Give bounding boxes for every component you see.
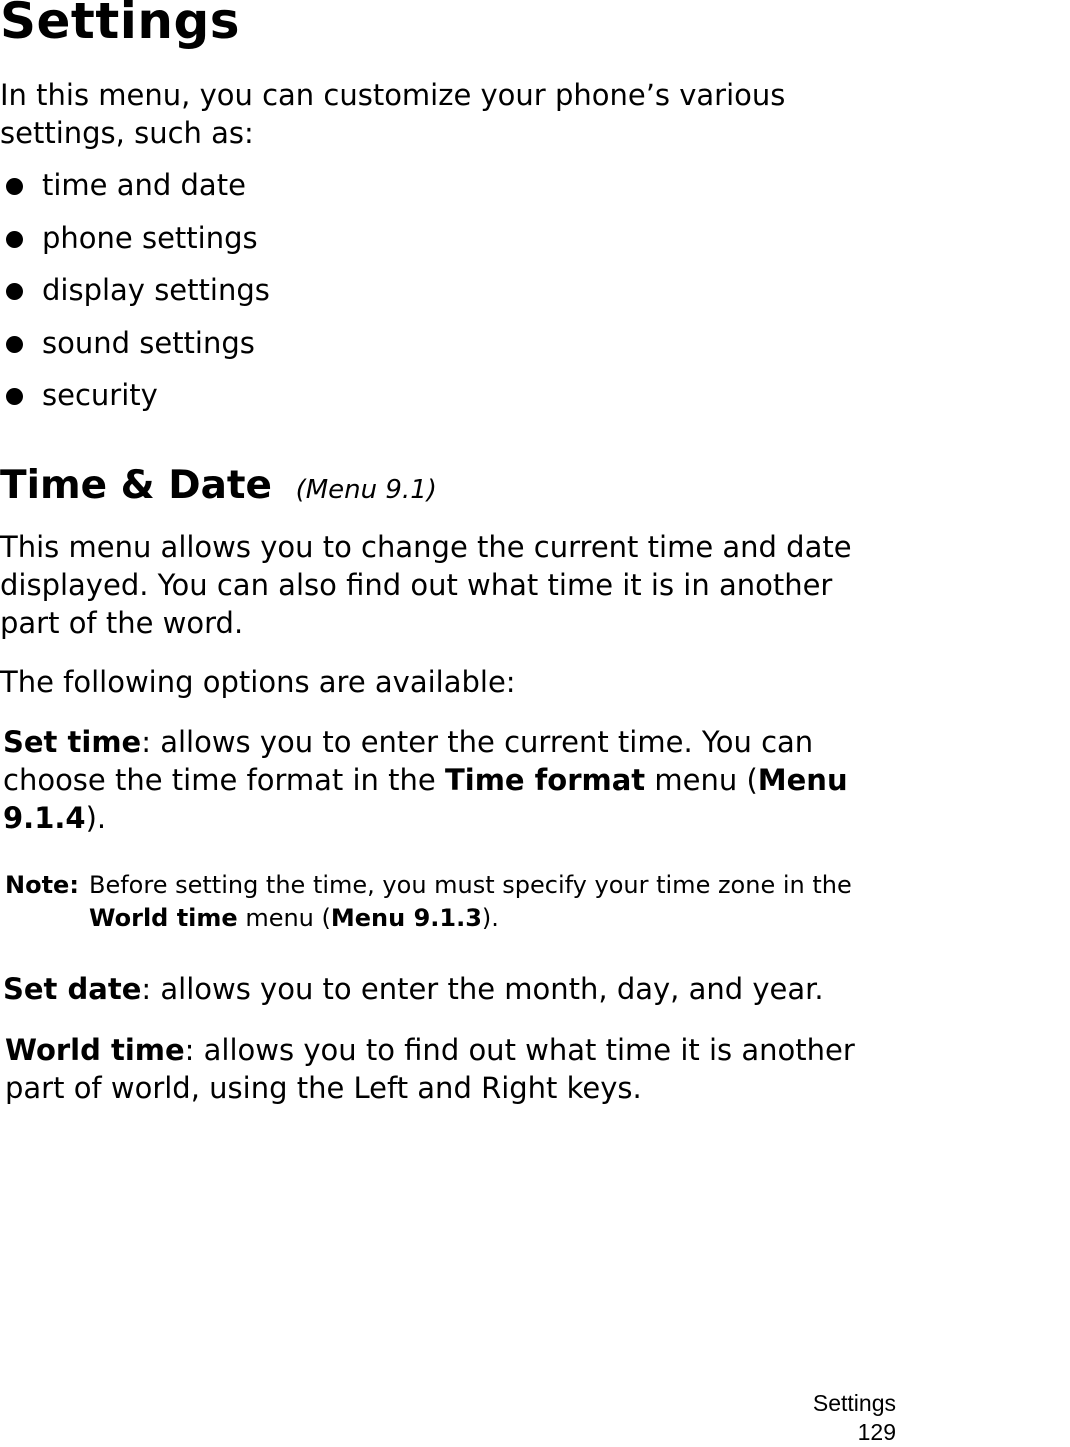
time-format-term: Time format bbox=[444, 763, 646, 797]
bullet-icon bbox=[6, 283, 23, 300]
settings-bullet-list bbox=[0, 166, 270, 429]
note-menu-reference: Menu 9.1.3 bbox=[330, 904, 482, 932]
set-date-text: : allows you to enter the month, day, and year. bbox=[141, 972, 824, 1006]
page-footer bbox=[813, 1389, 896, 1447]
list-item-label: display settings bbox=[42, 273, 270, 308]
set-time-text-c: ). bbox=[85, 801, 107, 835]
set-date-paragraph bbox=[3, 970, 903, 1008]
section-title: Time & Date bbox=[0, 463, 273, 508]
note-box bbox=[5, 869, 905, 935]
section-heading bbox=[0, 463, 437, 508]
section-description: This menu allows you to change the current time and date displayed. You can also find out what time it is in another part of the word. bbox=[0, 530, 852, 640]
list-item-label: security bbox=[42, 378, 158, 413]
note-line-2 bbox=[5, 902, 905, 935]
list-item bbox=[0, 166, 270, 219]
list-item bbox=[0, 324, 270, 377]
world-time-text: : allows you to find out what time it is another part of world, using the Left and Right keys. bbox=[5, 1033, 855, 1105]
section-menu-reference: (Menu 9.1) bbox=[295, 475, 437, 505]
world-time-paragraph bbox=[5, 1031, 905, 1107]
set-time-paragraph bbox=[3, 723, 903, 837]
list-item-label: sound settings bbox=[42, 325, 255, 360]
note-text-a: Before setting the time, you must specify your time zone in the bbox=[89, 871, 852, 899]
set-time-term: Set time bbox=[3, 725, 142, 759]
note-label: Note: bbox=[5, 871, 79, 899]
bullet-icon bbox=[6, 231, 23, 248]
list-item bbox=[0, 271, 270, 324]
set-time-text-b: menu ( bbox=[645, 763, 758, 797]
bullet-icon bbox=[6, 178, 23, 195]
note-text-b: menu ( bbox=[237, 904, 331, 932]
set-date-term: Set date bbox=[3, 972, 142, 1006]
list-item bbox=[0, 219, 270, 272]
note-line-1 bbox=[5, 869, 905, 902]
bullet-icon bbox=[6, 336, 23, 353]
options-intro: The following options are available: bbox=[0, 665, 516, 699]
footer-section-name: Settings bbox=[812, 1390, 896, 1416]
list-item-label: time and date bbox=[42, 168, 246, 202]
page-title: Settings bbox=[0, 0, 241, 50]
note-world-time-term: World time bbox=[89, 904, 238, 932]
list-item-label: phone settings bbox=[42, 220, 258, 255]
set-time-text-a: : allows you to enter the current time. You can choose the time format in the bbox=[3, 725, 814, 797]
set-time-menu-reference: Menu 9.1.4 bbox=[3, 763, 848, 835]
list-item bbox=[0, 376, 270, 429]
world-time-term: World time bbox=[5, 1033, 185, 1067]
page-number: 129 bbox=[857, 1419, 896, 1445]
bullet-icon bbox=[6, 388, 23, 405]
intro-paragraph: In this menu, you can customize your phone’s various settings, such as: bbox=[0, 78, 786, 150]
note-text-c: ). bbox=[481, 904, 499, 932]
